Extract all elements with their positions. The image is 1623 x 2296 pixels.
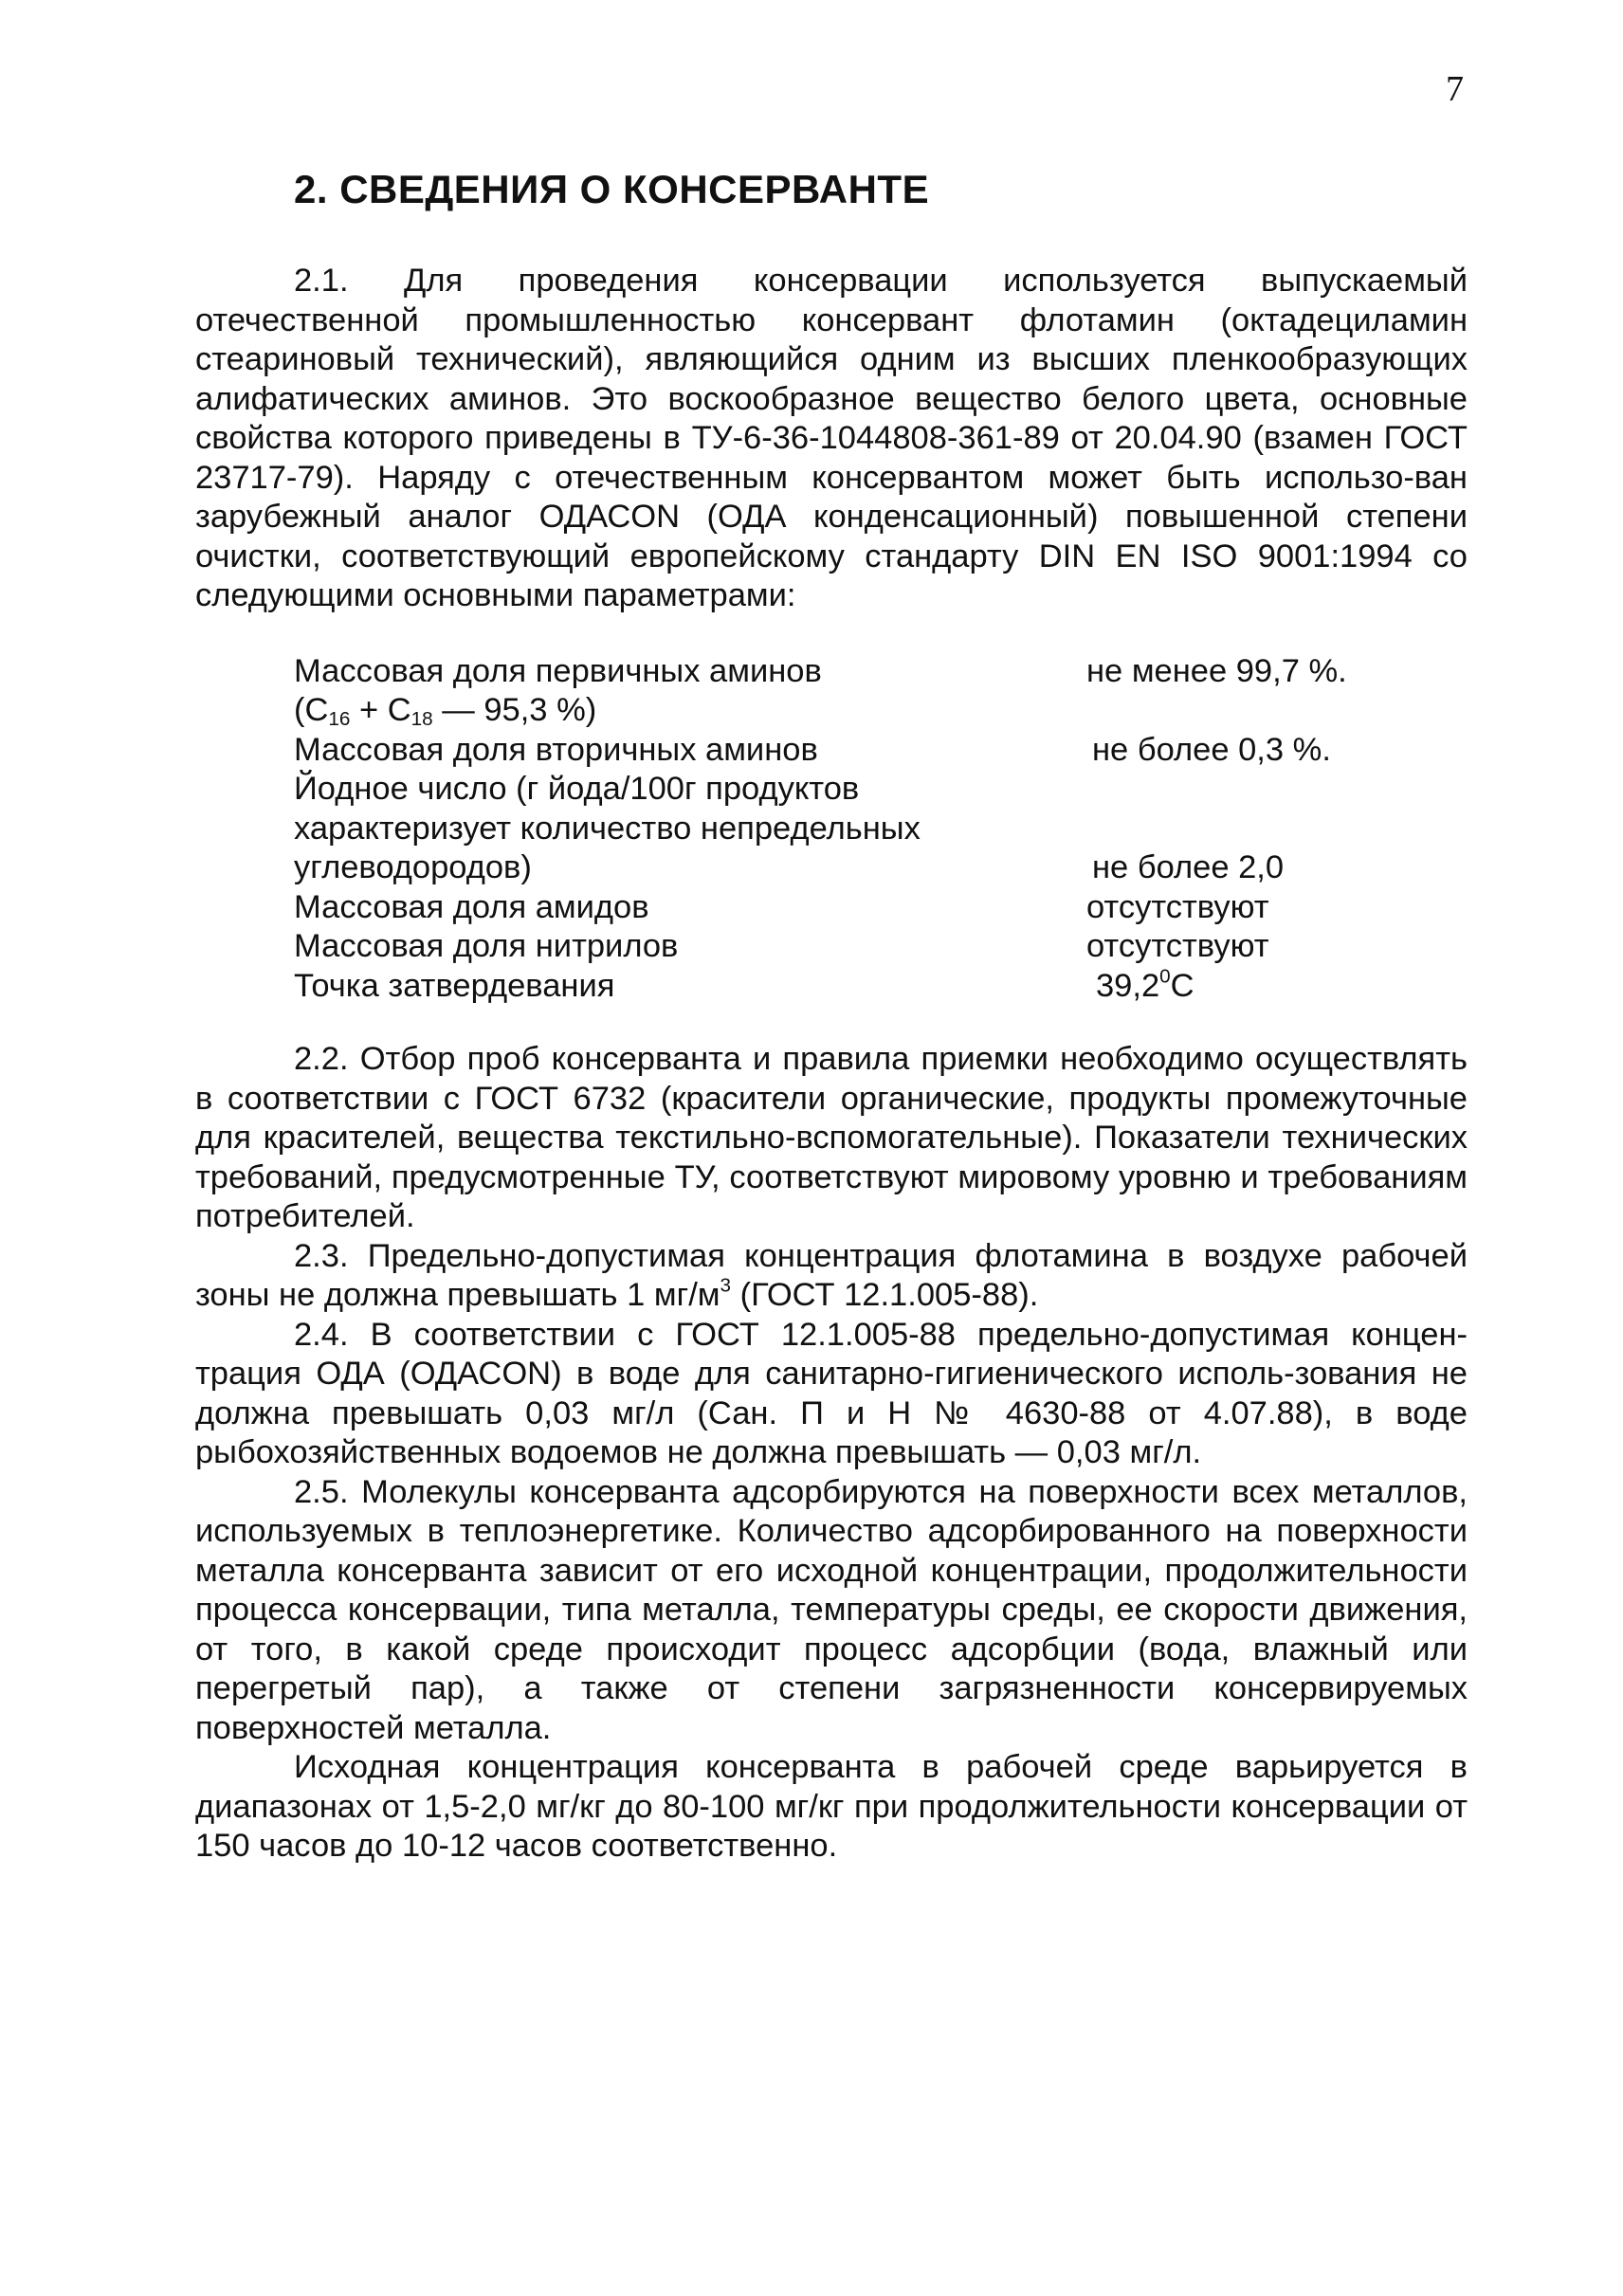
paragraph-final: Исходная концентрация консерванта в рабочей среде варьируется в диапазонах от 1,5-2,0 мг/кг до 80-100 мг/кг при продолжительности консервации от 150 часов до 10-12 часов соответственно.	[195, 1749, 1468, 1864]
spec-value: отсутствуют	[1086, 888, 1269, 925]
spec-label: Массовая доля вторичных аминов	[294, 731, 818, 768]
spec-label: характеризует количество непредельных	[294, 810, 921, 847]
spec-label: Массовая доля первичных аминов	[294, 652, 822, 689]
spec-value: не более 0,3 %.	[1092, 731, 1331, 768]
composition-close: — 95,3 %)	[432, 692, 597, 728]
document-body	[195, 262, 1468, 1867]
composition-plus: + C	[350, 692, 411, 728]
paragraph-2-5: 2.5. Молекулы консерванта адсорбируются на поверхности всех металлов, используемых в теплоэнергетике. Количество адсорбированного на поверхности металла консерванта зависит от его исходной концентрации, продолжительности процесса консервации, типа металла, температуры среды, ее скорости движения, от того, в какой среде происходит процесс адсорбции (вода, влажный или перегретый пар), а также от степени загрязненности консервируемых поверхностей металла.	[195, 1473, 1468, 1746]
spec-label: Массовая доля амидов	[294, 888, 649, 925]
paragraph-2-3	[195, 1237, 1468, 1316]
spec-label: Точка затвердевания	[294, 967, 615, 1004]
spec-value: не более 2,0	[1092, 849, 1285, 885]
composition-sub-18: 18	[410, 708, 433, 731]
specs-table	[294, 652, 1371, 1007]
paragraph-2-4: 2.4. В соответствии с ГОСТ 12.1.005-88 предельно-допустимая концен-трация ОДА (ОДАСON) в воде для санитарно-гигиенического исполь-зования не должна превышать 0,03 мг/л (Сан. П и Н № 4630-88 от 4.07.88), в воде рыбохозяйственных водоемов не должна превышать — 0,03 мг/л.	[195, 1316, 1468, 1470]
p3-text: 2.3. Предельно-допустимая концентрация флотамина в воздухе рабочей зоны не должна превышать 1 мг/м	[195, 1237, 1468, 1313]
spec-row-secondary-amines	[294, 731, 1371, 771]
spec-row-amides	[294, 888, 1371, 928]
spec-row-solidification	[294, 967, 1371, 1007]
spec-label: Йодное число (г йода/100г продуктов	[294, 771, 860, 807]
spec-label: углеводородов)	[294, 849, 532, 885]
spec-row-nitriles	[294, 927, 1371, 967]
section-title: 2. СВЕДЕНИЯ О КОНСЕРВАНТЕ	[294, 167, 930, 211]
paragraph-2-1: 2.1. Для проведения консервации используется выпускаемый отечественной промышленностью консервант флотамин (октадециламин стеариновый технический), являющийся одним из высших пленкообразующих алифатических аминов. Это воскообразное вещество белого цвета, основные свойства которого приведены в ТУ-6-36-1044808-361-89 от 20.04.90 (взамен ГОСТ 23717-79). Наряду с отечественным консервантом может быть использо-ван зарубежный аналог ОДАСON (ОДА конденсационный) повышенной степени очистки, соответствующий европейскому стандарту DIN EN ISO 9001:1994 со следующими основными параметрами:	[195, 263, 1468, 613]
spec-label-composition	[294, 691, 1086, 731]
page-number: 7	[1446, 69, 1464, 109]
degree-sup: 0	[1159, 965, 1171, 988]
spec-row-iodine-2	[294, 810, 1371, 849]
spec-row-iodine-3	[294, 848, 1371, 888]
p3-sup: 3	[720, 1274, 732, 1297]
composition-open: (C	[294, 692, 329, 728]
spec-value	[1086, 967, 1371, 1007]
solidification-unit: С	[1170, 967, 1194, 1004]
paragraph-2-2: 2.2. Отбор проб консерванта и правила приемки необходимо осуществлять в соответствии с ГОСТ 6732 (красители органические, продукты промежуточные для красителей, вещества текстильно-вспомогательные). Показатели технических требований, предусмотренные ТУ, соответствуют мировому уровню и требованиям потребителей.	[195, 1041, 1468, 1234]
spec-value: не менее 99,7 %.	[1086, 652, 1347, 689]
spec-row-primary-amines	[294, 652, 1371, 692]
spec-value: отсутствуют	[1086, 928, 1269, 964]
solidification-number: 39,2	[1096, 967, 1160, 1004]
spec-label: Массовая доля нитрилов	[294, 928, 679, 964]
p3-text-after: (ГОСТ 12.1.005-88).	[731, 1277, 1039, 1313]
spec-row-composition	[294, 691, 1371, 731]
composition-sub-16: 16	[328, 708, 351, 731]
spec-row-iodine-1	[294, 770, 1371, 810]
